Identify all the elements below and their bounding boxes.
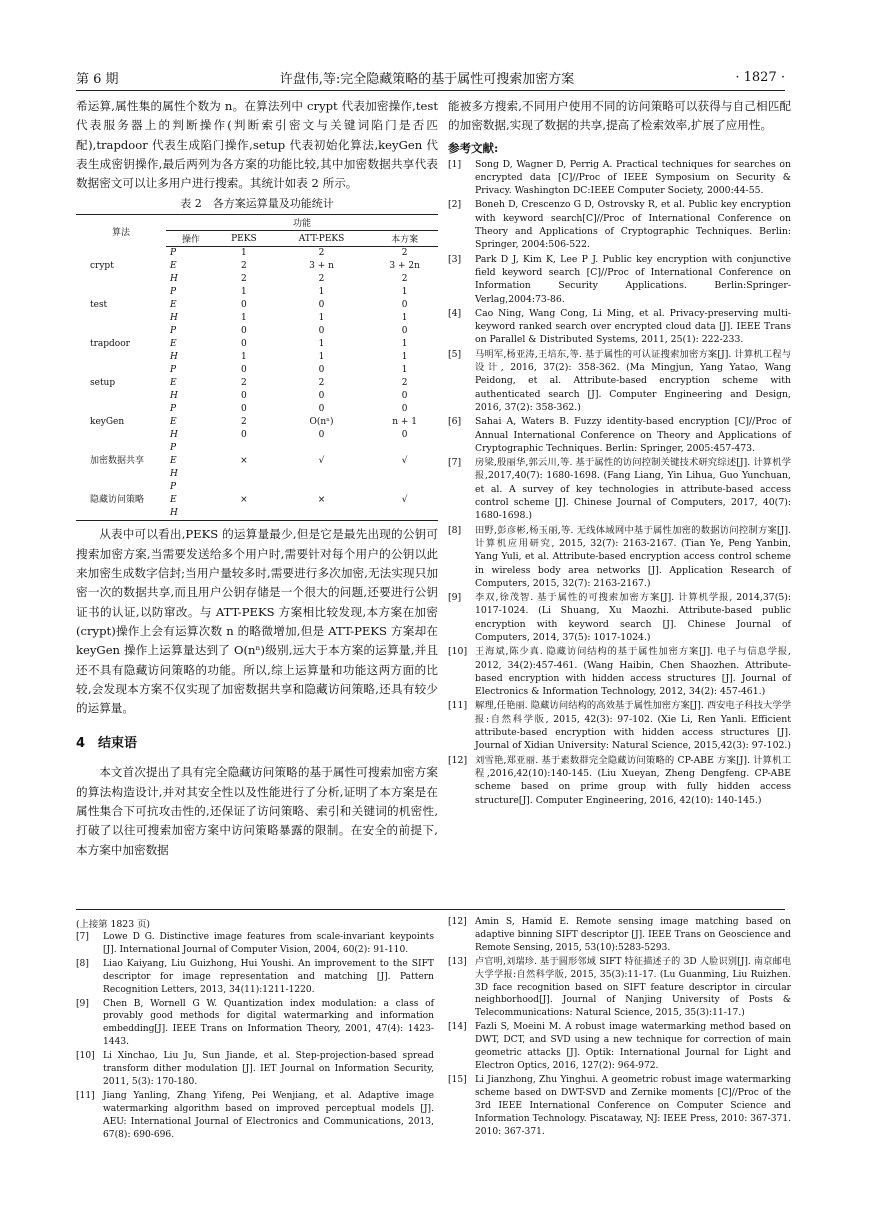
header-rule — [76, 90, 785, 91]
table-body — [76, 247, 438, 521]
table-cell-operation: E — [170, 495, 177, 506]
table-header-algorithm: 算法 — [111, 227, 130, 238]
table-cell-operation: H — [170, 391, 178, 402]
table-cell-operation: H — [170, 430, 178, 441]
reference-number: [1] — [448, 158, 462, 170]
table-cell-value: n + 1 — [392, 417, 418, 428]
table-cell-value: 0 — [401, 391, 408, 402]
table-row — [76, 442, 438, 455]
divider-rule — [76, 909, 785, 910]
table-cell-value: O(nⁿ) — [309, 417, 334, 428]
reference-item — [448, 699, 791, 752]
table-cell-value: 0 — [401, 300, 408, 311]
reference-text: Park D J, Kim K, Lee P J. Public key encryption with conjunctive field keyword search [C]//Proc of International Conference on Information Security Applications. Berlin:Springer-Verlag,2004:73-86. — [475, 253, 791, 305]
reference-text: Liao Kaiyang, Liu Guizhong, Hui Youshi. An improvement to the SIFT descriptor for image representation and matching [J]. Pattern Recognition Letters, 2013, 34(11):1211-1220. — [103, 958, 434, 995]
table-cell-value: 1 — [318, 339, 325, 350]
table-cell-operation: E — [170, 300, 177, 311]
reference-number: [3] — [448, 253, 462, 265]
table-cell-value: 1 — [241, 287, 247, 298]
table-cell-value: × — [240, 456, 248, 467]
reference-list — [448, 916, 791, 1138]
table-cell-value: √ — [401, 456, 408, 467]
table-cell-value: √ — [401, 495, 408, 506]
reference-text: Song D, Wagner D, Perrig A. Practical techniques for searches on encrypted data [C]//Proc of IEEE Symposium on Security & Privacy. Washington DC:IEEE Computer Society, 2000:44-55. — [475, 158, 791, 197]
table-cell-value: 0 — [401, 404, 408, 415]
table-cell-algorithm: trapdoor — [90, 339, 130, 350]
table-cell-value: 1 — [401, 339, 408, 350]
reference-item — [448, 956, 791, 1021]
reference-item — [448, 348, 791, 414]
reference-item — [448, 415, 791, 455]
table-col-header: 操作 — [166, 231, 216, 247]
table-cell-value: 2 — [241, 274, 247, 285]
running-header — [76, 66, 785, 88]
body-paragraph: 希运算,属性集的属性个数为 n。在算法列中 crypt 代表加密操作,test 代表服务器上的判断操作(判断索引密文与关键词陷门是否匹配),trapdoor 代表生成陷门操作,setup 代表初始化算法,keyGen 代表生成密钥操作,最后两列为各方案的功能比较,其中加密数据共享代表数据密文可以让多用户进行搜索。其统计如表 2 所示。 — [76, 99, 438, 191]
table-cell-value: 3 + 2n — [389, 261, 420, 272]
reference-number: [10] — [76, 1051, 95, 1062]
table-cell-value: 0 — [318, 404, 325, 415]
table-cell-operation: P — [170, 482, 177, 493]
table-cell-value: 0 — [318, 300, 325, 311]
reference-text: Chen B, Wornell G W. Quantization index modulation: a class of provably good methods for digital watermarking and information embedding[J]. IEEE Trans on Information Theory, 2001, 47(4): 1423-1443. — [103, 998, 434, 1048]
reference-number: [7] — [448, 457, 462, 469]
reference-item — [76, 1090, 434, 1142]
table-cell-operation: H — [170, 508, 178, 519]
reference-number: [9] — [76, 998, 89, 1009]
table-cell-operation: E — [170, 339, 177, 350]
table-cell-value: √ — [318, 456, 325, 467]
reference-text: Boneh D, Crescenzo G D, Ostrovsky R, et al. Public key encryption with keyword search[C]//Proc of International Conference on Theory and Applications of Cryptographic Techniques. Berlin: Springer, 2004:506-522. — [475, 199, 791, 251]
continued-refs-right — [448, 916, 791, 1139]
table-cell-value — [216, 507, 272, 521]
table-col-header: PEKS — [216, 231, 272, 247]
table-row — [76, 364, 438, 377]
table-cell-value: 2 — [401, 378, 408, 389]
references-heading: 参考文献: — [448, 140, 499, 155]
reference-number: [11] — [448, 700, 468, 712]
reference-number: [12] — [448, 917, 467, 927]
reference-item — [448, 524, 791, 590]
table-cell-value — [371, 442, 438, 455]
table-cell-algorithm: test — [90, 300, 108, 311]
table-cell-operation: H — [170, 274, 178, 285]
reference-text: Cao Ning, Wang Cong, Li Ming, et al. Privacy-preserving multi-keyword ranked search over encrypted cloud data [J]. IEEE Trans on Parallel & Distributed Systems, 2011, 25(1): 222-233. — [475, 307, 791, 346]
reference-item — [448, 456, 791, 522]
table-cell-value — [216, 481, 272, 494]
reference-item — [448, 916, 791, 955]
table-cell-value: 1 — [318, 352, 325, 363]
reference-number: [8] — [76, 958, 89, 969]
table-cell-value: 2 — [241, 378, 247, 389]
table-cell-value: 0 — [318, 391, 325, 402]
reference-item — [76, 998, 434, 1050]
reference-number: [10] — [448, 646, 468, 658]
table-cell-value: 0 — [241, 300, 247, 311]
table-cell-value: 1 — [318, 313, 325, 324]
table-cell-value — [216, 468, 272, 481]
table-header-function: 功能 — [166, 215, 438, 231]
table-cell-value: 2 — [318, 378, 325, 389]
table-cell-value: 2 — [318, 248, 325, 259]
table-cell-operation: P — [170, 404, 177, 415]
body-paragraph: 本文首次提出了具有完全隐藏访问策略的基于属性可搜索加密方案的算法构造设计,并对其安全性以及性能进行了分析,证明了本方案是在属性集合下可抗攻击性的,还保证了访问策略、索引和关键词的机密性,打破了以往可搜索加密方案中访问策略暴露的限制。在安全的前提下,本方案中加密数据 — [76, 765, 438, 857]
table-cell-algorithm: keyGen — [90, 417, 125, 428]
reference-number: [14] — [448, 1022, 467, 1033]
table-cell-value: 2 — [401, 274, 408, 285]
issue-number: 第 6 期 — [76, 71, 119, 87]
table-cell-value — [272, 481, 372, 494]
table-cell-operation: P — [170, 326, 177, 337]
table-cell-value — [371, 481, 438, 494]
table-cell-algorithm: setup — [90, 378, 116, 389]
reference-item — [448, 1074, 791, 1139]
reference-number: [6] — [448, 416, 462, 428]
table-col-header: ATT-PEKS — [272, 231, 372, 247]
table-cell-value — [272, 442, 372, 455]
reference-text: 房梁,殷丽华,郭云川,等. 基于属性的访问控制关键技术研究综述[J]. 计算机学报,2017,40(7): 1680-1698. (Fang Liang, Yin Lihua, Guo Yunchuan, et al. A survey of key technologies in attribute-based access control scheme [J]. Chinese Journal of Computers, 2017, 40(7): 1680-1698.) — [475, 457, 791, 522]
reference-item — [448, 1021, 791, 1073]
reference-number: [4] — [448, 307, 462, 319]
table-cell-value: × — [317, 495, 326, 506]
table-cell-value: 1 — [241, 352, 247, 363]
body-paragraph: 能被多方搜索,不同用户使用不同的访问策略可以获得与自己相匹配的加密数据,实现了数据的共享,提高了检索效率,扩展了应用性。 — [448, 99, 791, 133]
reference-text: 马明军,杨亚涛,王培东,等. 基于属性的可认证搜索加密方案[J]. 计算机工程与设计, 2016, 37(2): 358-362. (Ma Mingjun, Yang Yatao, Wang Peidong, et al. Attribute-based encryption scheme with authenticated search [J]. Computer Engineering and Design, 2016, 37(2): 358-362.) — [475, 348, 791, 413]
table-cell-value: 2 — [401, 248, 408, 259]
table-cell-value: 2 — [241, 261, 247, 272]
reference-item — [448, 645, 791, 698]
table-cell-value: 0 — [318, 430, 325, 441]
table-col-header: 本方案 — [371, 231, 438, 247]
table-cell-value: 1 — [401, 287, 408, 298]
reference-text: 王海斌,陈少真. 隐藏访问结构的基于属性加密方案[J]. 电子与信息学报, 2012, 34(2):457-461. (Wang Haibin, Chen Shaozhen. Attribute-based encryption with hidden access structures [J]. Journal of Electronics & Information Technology, 2012, 34(2): 457-461.) — [475, 646, 791, 698]
reference-text: Sahai A, Waters B. Fuzzy identity-based encryption [C]//Proc of Annual International Conference on Theory and Applications of Cryptographic Techniques. Berlin: Springer, 2005:457-473. — [475, 416, 791, 454]
table-cell-algorithm: 隐藏访问策略 — [90, 495, 145, 506]
reference-item — [448, 754, 791, 807]
table-cell-value: 1 — [241, 313, 247, 324]
reference-item — [448, 198, 791, 251]
table-cell-value: 1 — [401, 365, 408, 376]
table-cell-value: 0 — [241, 404, 247, 415]
reference-text: Li Xinchao, Liu Ju, Sun Jiande, et al. Step-projection-based spread transform dither modulation [J]. IET Journal on Information Security, 2011, 5(3): 170-180. — [103, 1051, 434, 1087]
table-cell-value: 3 + n — [309, 261, 334, 272]
reference-number: [7] — [76, 932, 89, 942]
reference-text: Jiang Yanling, Zhang Yifeng, Pei Wenjiang, et al. Adaptive image watermarking algorithm based on improved perceptual models [J]. AEU: International Journal of Electronics and Communications, 2013, 67(8): 690-696. — [103, 1090, 434, 1140]
table-cell-value: 1 — [401, 313, 408, 324]
table-cell-value: 2 — [241, 417, 247, 428]
table-cell-operation: P — [170, 287, 177, 298]
reference-text: 田野,彭彦彬,杨玉丽,等. 无线体域网中基于属性加密的数据访问控制方案[J]. 计算机应用研究, 2015, 32(7): 2163-2167. (Tian Ye, Peng Yanbin, Yang Yuli, et al. Attribute-based encryption access control scheme in wireless body area networks [J]. Application Research of Computers, 2015, 32(7): 2163-2167.) — [475, 524, 791, 589]
reference-item — [448, 253, 791, 306]
reference-number: [12] — [448, 754, 468, 766]
continued-note: (上接第 1823 页) — [76, 919, 151, 930]
table-caption: 表 2 各方案运算量及功能统计 — [180, 197, 334, 211]
reference-text: 卢官明,刘瑞珍. 基于圆形邻域 SIFT 特征描述子的 3D 人脸识别[J]. 南京邮电大学学报:自然科学版, 2015, 35(3):11-17. (Lu Guanming, Liu Ruizhen. 3D face recognition based on SIFT feature descriptor in circular neighborhood[J]. Journal of Nanjing University of Posts & Telecommunications: Natural Science, 2015, 35(3):11-17.) — [475, 956, 791, 1019]
table-cell-operation: H — [170, 352, 178, 363]
running-title: 许盘伟,等:完全隐藏策略的基于属性可搜索加密方案 — [279, 71, 575, 87]
table-cell-value — [371, 507, 438, 521]
reference-text: Amin S, Hamid E. Remote sensing image matching based on adaptive binning SIFT descriptor [J]. IEEE Trans on Geoscience and Remote Sensing, 2015, 53(10):5283-5293. — [475, 917, 791, 953]
table-cell-value: 1 — [401, 352, 408, 363]
table-cell-operation: H — [170, 469, 178, 480]
table-cell-value: 1 — [318, 287, 325, 298]
table-cell-operation: P — [170, 365, 177, 376]
reference-number: [8] — [448, 524, 462, 536]
reference-text: 刘雪艳,郑亚丽. 基于素数群完全隐藏访问策略的 CP-ABE 方案[J]. 计算机工程,2016,42(10):140-145. (Liu Xueyan, Zheng Dengfeng. CP-ABE scheme based on prime group with fully hidden access structure[J]. Computer Engineering, 2016, 42(10): 140-145.) — [475, 754, 791, 806]
reference-text: 解理,任艳丽. 隐藏访问结构的高效基于属性加密方案[J]. 西安电子科技大学学报:自然科学版, 2015, 42(3): 97-102. (Xie Li, Ren Yanli. Efficient attribute-based encryption with hidden access structures [J]. Journal of Xidian University: Natural Science, 2015,42(3): 97-102.) — [475, 700, 791, 752]
table-cell-value — [272, 507, 372, 521]
reference-text: Lowe D G. Distinctive image features from scale-invariant keypoints [J]. International Journal of Computer Vision, 2004, 60(2): 91-110. — [103, 932, 434, 955]
table-row — [76, 481, 438, 494]
reference-item — [76, 958, 434, 997]
reference-text: 李双,徐茂智. 基于属性的可搜索加密方案[J]. 计算机学报, 2014,37(5): 1017-1024. (Li Shuang, Xu Maozhi. Attribute-based public encryption with keyword search [J]. Chinese Journal of Computers, 2014, 37(5): 1017-1024.) — [475, 592, 791, 643]
table-cell-operation: P — [170, 443, 177, 454]
table-cell-operation: E — [170, 378, 177, 389]
table-row — [76, 286, 438, 299]
reference-text: Fazli S, Moeini M. A robust image watermarking method based on DWT, DCT, and SVD using a new technique for correction of main geometric attacks [J]. Optik: International Journal for Light and Electron Optics, 2016, 127(2): 964-972. — [475, 1022, 791, 1071]
table-cell-value — [216, 442, 272, 455]
reference-number: [11] — [76, 1090, 95, 1101]
reference-list — [448, 158, 791, 807]
reference-list — [76, 931, 434, 1142]
table-cell-operation: P — [170, 248, 177, 259]
reference-number: [13] — [448, 956, 467, 967]
table-cell-value: 0 — [241, 339, 247, 350]
table-row — [76, 403, 438, 416]
table-cell-operation: E — [170, 261, 177, 272]
table-row — [76, 325, 438, 338]
comparison-table — [76, 214, 438, 521]
section-heading: 4 结束语 — [76, 736, 138, 752]
table-cell-algorithm: crypt — [90, 261, 114, 272]
table-cell-value: 0 — [241, 365, 247, 376]
reference-number: [9] — [448, 592, 462, 604]
left-column — [76, 97, 438, 860]
table-cell-operation: H — [170, 313, 178, 324]
reference-item — [448, 158, 791, 198]
table-cell-value: 0 — [318, 326, 325, 337]
table-cell-value: × — [240, 495, 248, 506]
table-cell-value: 0 — [318, 365, 325, 376]
table-cell-value: 0 — [241, 326, 247, 337]
body-paragraph: 从表中可以看出,PEKS 的运算量最少,但是它是最先出现的公钥可搜索加密方案,当需要发送给多个用户时,需要针对每个用户的公钥以此来加密生成数字信封;当用户量较多时,需要进行多次加密,无法实现只加密一次的数据共享,而且用户公钥存储是一个很大的问题,还要进行公钥证书的认证,以防窜改。与 ATT-PEKS 方案相比较发现,本方案在加密(crypt)操作上会有运算次数 n 的略微增加,但是 ATT-PEKS 方案却在 keyGen 操作上运算量达到了 O(nⁿ)级别,远大于本方案的运算量,并且还不具有隐藏访问策略的功能。所以,综上运算量和功能这两方面的比较,会发现本方案不仅实现了加密数据共享和隐藏访问策略,还具有较少的运算量。 — [76, 527, 438, 716]
reference-item — [76, 1050, 434, 1089]
right-column — [448, 97, 791, 808]
table-cell-value — [272, 468, 372, 481]
table-cell-value — [371, 468, 438, 481]
reference-text: Li Jianzhong, Zhu Yinghui. A geometric robust image watermarking scheme based on DWT-SVD and Zernike moments [C]//Proc of the 3rd IEEE International Conference on Computer Science and Information Technology. Piscataway, NJ: IEEE Press, 2010: 367-371. 2010: 367-371. — [475, 1074, 791, 1137]
reference-number: [15] — [448, 1074, 467, 1085]
reference-item — [448, 307, 791, 347]
table-cell-operation: E — [170, 456, 177, 467]
table-row — [76, 247, 438, 261]
table-cell-value: 0 — [401, 326, 408, 337]
reference-number: [5] — [448, 348, 462, 360]
table-cell-value: 0 — [241, 391, 247, 402]
table-cell-value: 0 — [401, 430, 408, 441]
table-cell-value: 2 — [318, 274, 325, 285]
table-cell-operation: E — [170, 417, 177, 428]
reference-item — [448, 591, 791, 644]
table-cell-value: 1 — [241, 248, 247, 259]
reference-item — [76, 931, 434, 957]
table-cell-value: 0 — [241, 430, 247, 441]
table-cell-algorithm: 加密数据共享 — [90, 456, 145, 467]
reference-number: [2] — [448, 199, 462, 211]
page-number: · 1827 · — [735, 69, 785, 85]
continued-refs-left — [76, 916, 434, 1143]
